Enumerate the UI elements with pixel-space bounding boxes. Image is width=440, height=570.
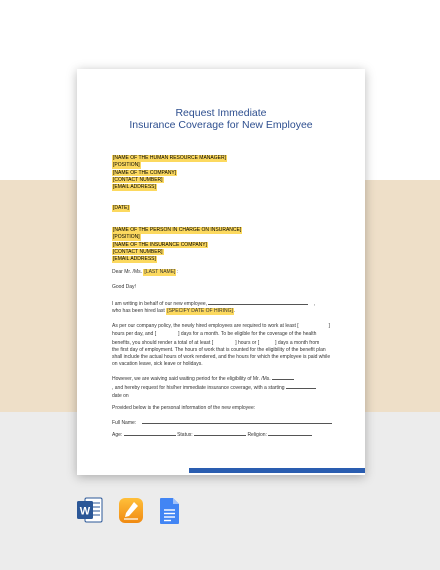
recipient-company-placeholder: [NAME OF THE INSURANCE COMPANY] [113, 241, 207, 248]
recipient-email-placeholder: [EMAIL ADDRESS] [113, 256, 156, 263]
recipient-position-placeholder: [POSITION] [113, 234, 140, 241]
paragraph-info: Provided below is the personal information of the new employee: [112, 405, 256, 411]
word-icon-letter: W [79, 505, 91, 518]
intro-comma: , [313, 301, 316, 307]
greeting: Good Day! [112, 284, 136, 290]
days-blank [156, 330, 178, 335]
intro-text: I am writing in behalf of our new employee, [112, 301, 208, 307]
paragraph-intro [112, 299, 332, 316]
field-full-name [112, 418, 332, 427]
age-label: Age: [112, 432, 123, 438]
document-title-line2: Insurance Coverage for New Employee [129, 119, 313, 131]
age-blank [124, 430, 176, 436]
policy-text-f: ] hours or [ [235, 339, 260, 346]
intro-hired-text: who has been hired last [112, 308, 167, 315]
waiver-text-a: However, we are waiving said waiting period for the eligibility of Mr. /Ms. [112, 376, 271, 382]
religion-label: Religion: [247, 432, 267, 438]
last-name-placeholder: [LAST NAME] [144, 269, 176, 275]
field-row-age-status-religion [112, 430, 332, 439]
google-docs-icon[interactable] [159, 497, 181, 530]
hours-per-day-blank [299, 322, 329, 327]
status-blank [194, 430, 246, 436]
policy-text-e: benefits, you should render a total of at least [ [112, 339, 214, 346]
sender-block [112, 146, 227, 191]
paragraph-policy [112, 322, 334, 369]
word-icon[interactable] [77, 497, 103, 529]
policy-text-h: the first day of employment. The hours of work that is counted for the eligibility of the benefit plan [112, 346, 326, 353]
policy-text-c: hours per day, and [ [112, 331, 157, 338]
waiver-text-b: , and hereby request for his/her immediate insurance coverage, with a starting [112, 385, 285, 392]
full-name-label: Full Name: [112, 420, 137, 426]
paragraph-waiver [112, 374, 334, 400]
policy-text-g: ] days a month from [275, 339, 320, 346]
salutation-prefix: Dear Mr. /Ms. [112, 269, 144, 275]
sender-email-placeholder: [EMAIL ADDRESS] [113, 184, 156, 191]
start-date-blank [286, 383, 316, 389]
hire-date-placeholder: [SPECIFY DATE OF HIRING] [167, 308, 233, 315]
religion-blank [268, 430, 312, 436]
policy-text-i: shall include the actual hours of work rendered, and the hours for which the employee is paid while [112, 354, 331, 361]
policy-text-j: on vacation leave, sick leave or holidays. [112, 361, 203, 368]
policy-text-d: ] days for a month. To be eligible for the coverage of the health [178, 331, 317, 338]
full-name-blank [142, 418, 332, 424]
waiver-text-c: date on [112, 392, 129, 399]
sender-position-placeholder: [POSITION] [113, 162, 140, 169]
intro-period: . [233, 308, 236, 315]
date-block [112, 196, 130, 211]
recipient-contact-placeholder: [CONTACT NUMBER] [113, 248, 163, 255]
document-title-line1: Request Immediate [175, 107, 267, 119]
policy-text-a: As per our company policy, the newly hired employees are required to work at least [ [112, 323, 299, 329]
recipient-block [112, 218, 242, 263]
days-month-blank [259, 339, 275, 344]
status-label: Status: [177, 432, 193, 438]
sender-contact-placeholder: [CONTACT NUMBER] [113, 176, 163, 183]
footer-accent-bar [189, 468, 365, 473]
sender-name-placeholder: [NAME OF THE HUMAN RESOURCE MANAGER] [113, 155, 226, 161]
employee-name-blank [208, 299, 308, 305]
sender-company-placeholder: [NAME OF THE COMPANY] [113, 169, 177, 176]
document-page [77, 69, 365, 475]
salutation-suffix: : [176, 269, 178, 275]
total-hours-blank [213, 339, 235, 344]
pages-icon[interactable] [118, 497, 144, 529]
employee-name-blank-2 [272, 374, 294, 380]
recipient-name-placeholder: [NAME OF THE PERSON IN CHARGE ON INSURANCE] [113, 227, 242, 233]
salutation [112, 269, 332, 276]
date-placeholder: [DATE] [113, 205, 129, 211]
policy-text-b: ] [328, 323, 331, 329]
